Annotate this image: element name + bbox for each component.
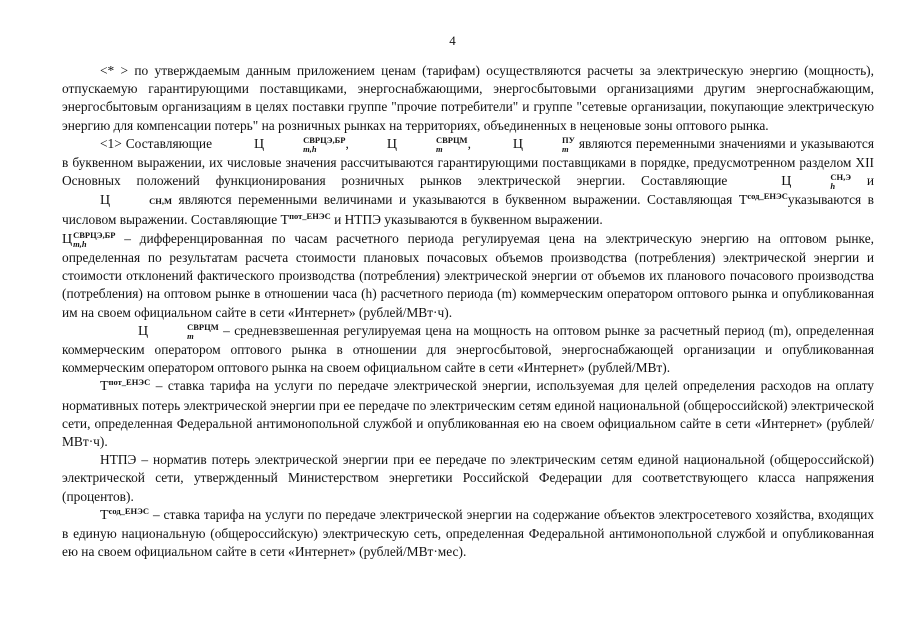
symbol-c-sn-e: Ц СН,Э h: [781, 172, 851, 192]
paragraph-text: являются переменными величинами и указываются в буквенном выражении. Составляющая: [172, 192, 739, 208]
definition-ntpe: [62, 451, 874, 506]
definition-text: НТПЭ – норматив потерь электрической энергии при ее передаче по электрическим сетям единой национальной (общероссийской) электрической сети, утвержденный Министерством энергетики Российской Федерации для соответствующего класса напряжения (процентов).: [62, 452, 874, 504]
paragraph-text: и: [850, 173, 874, 189]
definition-t-sod-enes: [62, 506, 874, 562]
symbol-t-sod-enes: $Т^{сод\_ЕНЭС}$: [100, 505, 150, 523]
definition-text: – ставка тарифа на услуги по передаче электрической энергии, используемая для целей определения расходов на оплату нормативных потерь электрической энергии при ее передаче по электрическим сетям единой национальной (общероссийской) электрической сети, определенная Федеральной антимонопольной службой и опубликованная ею на своем официальном сайте в сети «Интернет» (рублей/МВт·ч).: [62, 378, 874, 450]
symbol-t-pot-enes: $Т^{пот\_ЕНЭС}$: [280, 210, 331, 228]
symbol-c-svrce-br: Ц СВРЦЭ,БР m,h: [254, 134, 346, 154]
symbol-c-svrcm: Ц СВРЦМ m: [386, 134, 468, 154]
symbol-c-sn-m: Ц СН,М: [100, 193, 173, 209]
paragraph-text: указываются в числовом выражении. Составляющие: [62, 192, 875, 227]
symbol-c-svrcm: Ц СВРЦМ m: [138, 321, 219, 341]
definition-text: – ставка тарифа на услуги по передаче электрической энергии на содержание объектов электросетевого хозяйства, входящих в единую национальную (общероссийскую) электрическую сеть, определенная Федеральной антимонопольной службой и опубликованная ею на своем официальном сайте в сети «Интернет» (рублей/МВт·мес).: [62, 506, 874, 560]
symbol-t-sod-enes: $Т^{сод\_ЕНЭС}$: [738, 191, 788, 209]
paragraph-footnote-1: <1> Составляющие Ц СВРЦЭ,БР m,h , Ц СВРЦМ m , Ц ПУ m являются переменными значениями и указываются в буквенном выражении, их числовые значения рассчитываются гарантирующими поставщиками в порядке, предусмотренном разделом XII Основных положений функционирования розничных рынков электрической энергии. Составляющие Ц СН,Э h и Ц СН,М являются переменными величинами и указываются в буквенном выражении. Составляющая $Т^{сод\_ЕНЭС}указываются$ в числовом выражении. Составляющие $Т^{пот\_ЕНЭС}$ и НТПЭ указываются в буквенном выражении.: [62, 134, 875, 228]
definition-t-pot-enes: [62, 377, 874, 451]
paragraph-text: являются переменными значениями и указываются в буквенном выражении, их числовые значения рассчитываются гарантирующими поставщиками в порядке, предусмотренном разделом XII Основных положений функционирования розничных рынков электрической энергии. Составляющие: [62, 135, 874, 189]
paragraph-text: <* > по утверждаемым данным приложением ценам (тарифам) осуществляются расчеты за электрическую энергию (мощность), отпускаемую гарантирующими поставщиками, энергоснабжающими, энергосбытовыми организациями другим энергоснабжающим, энергосбытовым организациям в целях поставки группе "прочие потребители" и группе "сетевые организации, покупающие электрическую энергию для компенсации потерь" на розничных рынках на территориях, объединенных в неценовые зоны оптового рынка.: [62, 63, 874, 133]
definition-c-svrce-br: [62, 230, 874, 322]
definition-text: – дифференцированная по часам расчетного периода регулируемая цена на электрическую энергию на оптовом рынке, определенная по результатам расчета стоимости плановых почасовых объемов производства (потребления) электрической энергии и стоимости отклонений фактического производства (потребления) электрической энергии от объемов их планового почасового производства (потребления) на оптовом рынке в отношении часа (h) расчетного периода (m) коммерческим оператором оптового рынка и опубликованная им на своем официальном сайте в сети «Интернет» (рублей/МВт·ч).: [62, 230, 874, 320]
definition-c-svrcm: [62, 322, 874, 378]
document-body: [62, 62, 874, 561]
symbol-c-pu: Ц ПУ m: [512, 134, 575, 154]
paragraph-text: и НТПЭ указываются в буквенном выражении.: [330, 211, 603, 227]
paragraph-text: <1> Составляющие: [100, 135, 216, 151]
symbol-t-pot-enes: $Т^{пот\_ЕНЭС}$: [100, 377, 151, 395]
symbol-c-svrce-br: Ц СВРЦЭ,БР m,h: [62, 229, 116, 249]
paragraph-footnote-star: [62, 62, 874, 135]
definition-text: – средневзвешенная регулируемая цена на мощность на оптовом рынке за расчетный период (m), определенная коммерческим оператором оптового рынка в отношении для энергосбытовой, энергоснабжающей организации и опубликованная коммерческим оператором оптового рынка на своем официальном сайте в сети «Интернет» (рублей/МВт).: [62, 322, 874, 376]
page-number: 4: [449, 33, 456, 48]
